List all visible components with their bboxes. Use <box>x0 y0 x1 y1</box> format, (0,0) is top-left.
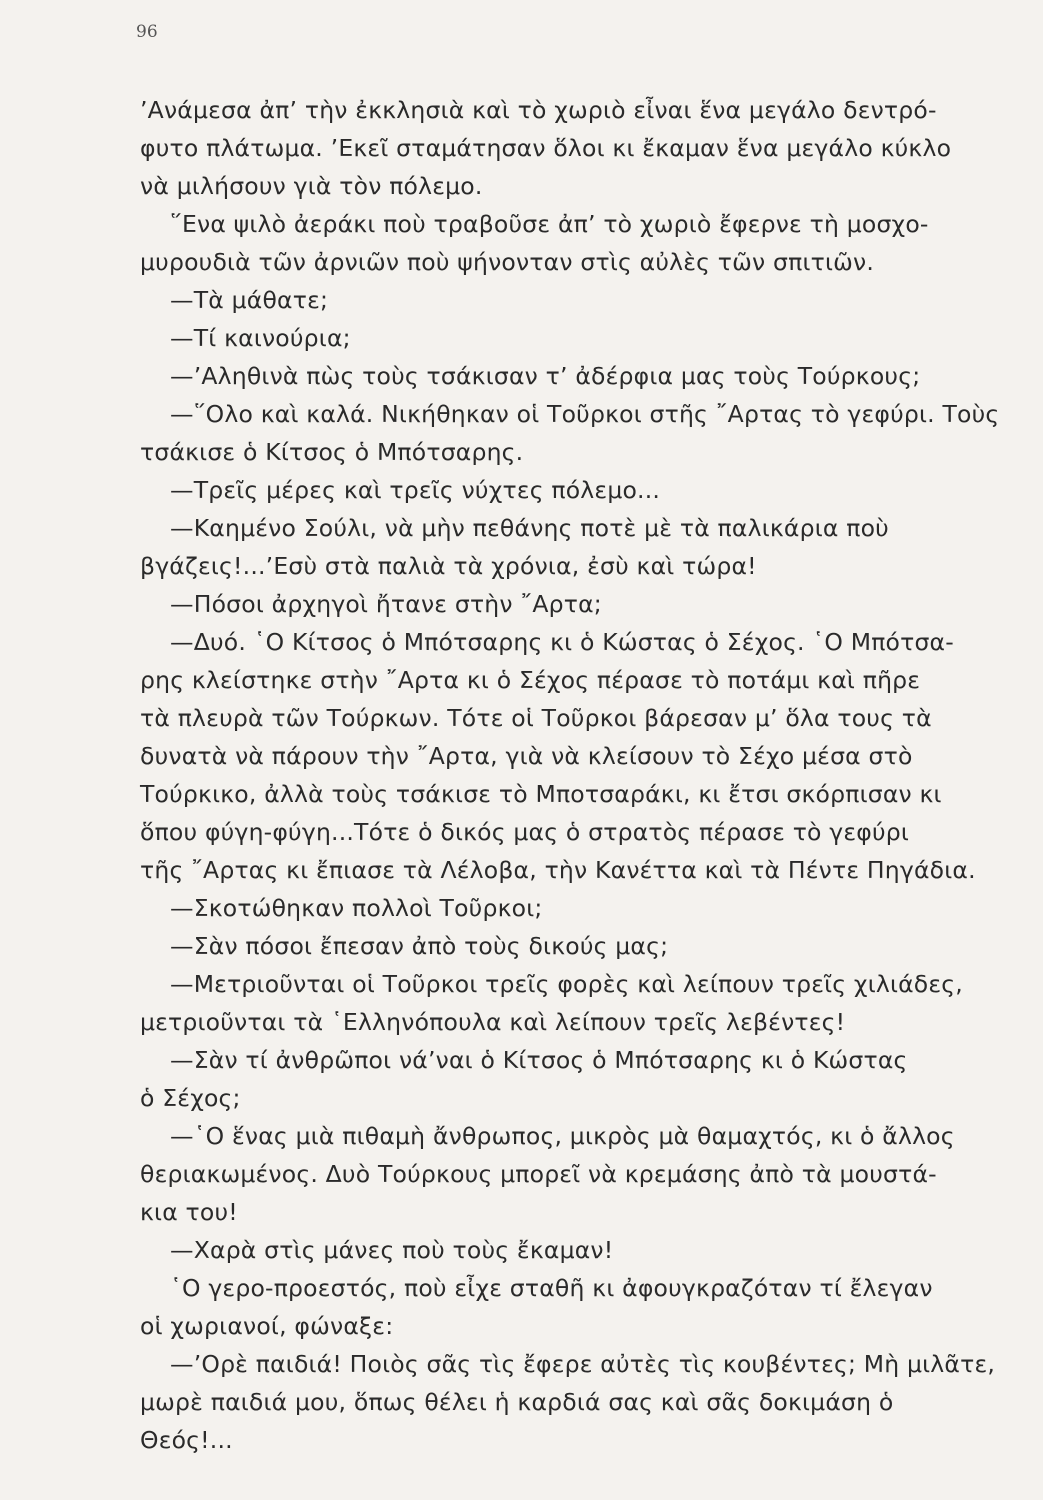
text-line: δυνατὰ νὰ πάρουν τὴν ῎Αρτα, γιὰ νὰ κλείσουν τὸ Σέχο μέσα στὸ <box>140 742 913 770</box>
text-line: —Σὰν πόσοι ἔπεσαν ἀπὸ τοὺς δικούς μας; <box>170 932 669 960</box>
text-line: —Μετριοῦνται οἱ Τοῦρκοι τρεῖς φορὲς καὶ λείπουν τρεῖς χιλιάδες, <box>170 970 963 998</box>
text-line: βγάζεις!...’Εσὺ στὰ παλιὰ τὰ χρόνια, ἐσὺ καὶ τώρα! <box>140 552 757 580</box>
page-number: 96 <box>136 22 158 42</box>
text-line: ὅπου φύγη-φύγη...Τότε ὁ δικός μας ὁ στρατὸς πέρασε τὸ γεφύρι <box>140 818 910 846</box>
text-line: ρης κλείστηκε στὴν ῎Αρτα κι ὁ Σέχος πέρασε τὸ ποτάμι καὶ πῆρε <box>140 666 921 694</box>
text-line: φυτο πλάτωμα. ’Εκεῖ σταμάτησαν ὅλοι κι ἔκαμαν ἕνα μεγάλο κύκλο <box>140 134 952 162</box>
text-line: —Καημένο Σούλι, νὰ μὴν πεθάνης ποτὲ μὲ τὰ παλικάρια ποὺ <box>170 514 889 542</box>
text-line: —Σκοτώθηκαν πολλοὶ Τοῦρκοι; <box>170 894 543 922</box>
text-line: μωρὲ παιδιά μου, ὅπως θέλει ἡ καρδιά σας καὶ σᾶς δοκιμάση ὁ <box>140 1388 894 1416</box>
text-line: —Πόσοι ἀρχηγοὶ ἤτανε στὴν ῎Αρτα; <box>170 590 602 618</box>
text-line: ῾Ο γερο-προεστός, ποὺ εἶχε σταθῆ κι ἀφουγκραζόταν τί ἔλεγαν <box>170 1274 933 1302</box>
text-line: τὰ πλευρὰ τῶν Τούρκων. Τότε οἱ Τοῦρκοι βάρεσαν μ’ ὅλα τους τὰ <box>140 704 932 732</box>
text-line: ὁ Σέχος; <box>140 1084 241 1112</box>
text-line: ῞Ενα ψιλὸ ἀεράκι ποὺ τραβοῦσε ἀπ’ τὸ χωριὸ ἔφερνε τὴ μοσχο- <box>170 210 929 238</box>
text-line: —’Ορὲ παιδιά! Ποιὸς σᾶς τὶς ἔφερε αὐτὲς τὶς κουβέντες; Μὴ μιλᾶτε, <box>170 1350 996 1378</box>
text-line: —Τὰ μάθατε; <box>170 286 329 314</box>
text-line: μυρουδιὰ τῶν ἀρνιῶν ποὺ ψήνονταν στὶς αὐλὲς τῶν σπιτιῶν. <box>140 248 874 276</box>
text-line: τῆς ῎Αρτας κι ἔπιασε τὰ Λέλοβα, τὴν Κανέττα καὶ τὰ Πέντε Πηγάδια. <box>140 856 976 884</box>
text-line: ’Ανάμεσα ἀπ’ τὴν ἐκκλησιὰ καὶ τὸ χωριὸ εἶναι ἕνα μεγάλο δεντρό- <box>140 96 937 124</box>
text-line: —῞Ολο καὶ καλά. Νικήθηκαν οἱ Τοῦρκοι στῆς ῎Αρτας τὸ γεφύρι. Τοὺς <box>170 400 1000 428</box>
text-line: θεριακωμένος. Δυὸ Τούρκους μπορεῖ νὰ κρεμάσης ἀπὸ τὰ μουστά- <box>140 1160 937 1188</box>
text-line: τσάκισε ὁ Κίτσος ὁ Μπότσαρης. <box>140 438 524 466</box>
text-line: κια του! <box>140 1198 238 1226</box>
text-line: —Χαρὰ στὶς μάνες ποὺ τοὺς ἔκαμαν! <box>170 1236 614 1264</box>
text-line: μετριοῦνται τὰ ῾Ελληνόπουλα καὶ λείπουν τρεῖς λεβέντες! <box>140 1008 846 1036</box>
text-line: Τούρκικο, ἀλλὰ τοὺς τσάκισε τὸ Μποτσαράκι, κι ἔτσι σκόρπισαν κι <box>140 780 942 808</box>
text-line: —῾Ο ἕνας μιὰ πιθαμὴ ἄνθρωπος, μικρὸς μὰ θαμαχτός, κι ὁ ἄλλος <box>170 1122 955 1150</box>
text-line: οἱ χωριανοί, φώναξε: <box>140 1312 394 1340</box>
text-line: —Σὰν τί ἀνθρῶποι νά’ναι ὁ Κίτσος ὁ Μπότσαρης κι ὁ Κώστας <box>170 1046 908 1074</box>
text-line: —’Αληθινὰ πὼς τοὺς τσάκισαν τ’ ἀδέρφια μας τοὺς Τούρκους; <box>170 362 921 390</box>
text-line: —Τρεῖς μέρες καὶ τρεῖς νύχτες πόλεμο... <box>170 476 661 504</box>
text-line: Θεός!... <box>140 1426 233 1454</box>
text-line: —Τί καινούρια; <box>170 324 351 352</box>
text-line: —Δυό. ῾Ο Κίτσος ὁ Μπότσαρης κι ὁ Κώστας ὁ Σέχος. ῾Ο Μπότσα- <box>170 628 954 656</box>
text-line: νὰ μιλήσουν γιὰ τὸν πόλεμο. <box>140 172 483 200</box>
